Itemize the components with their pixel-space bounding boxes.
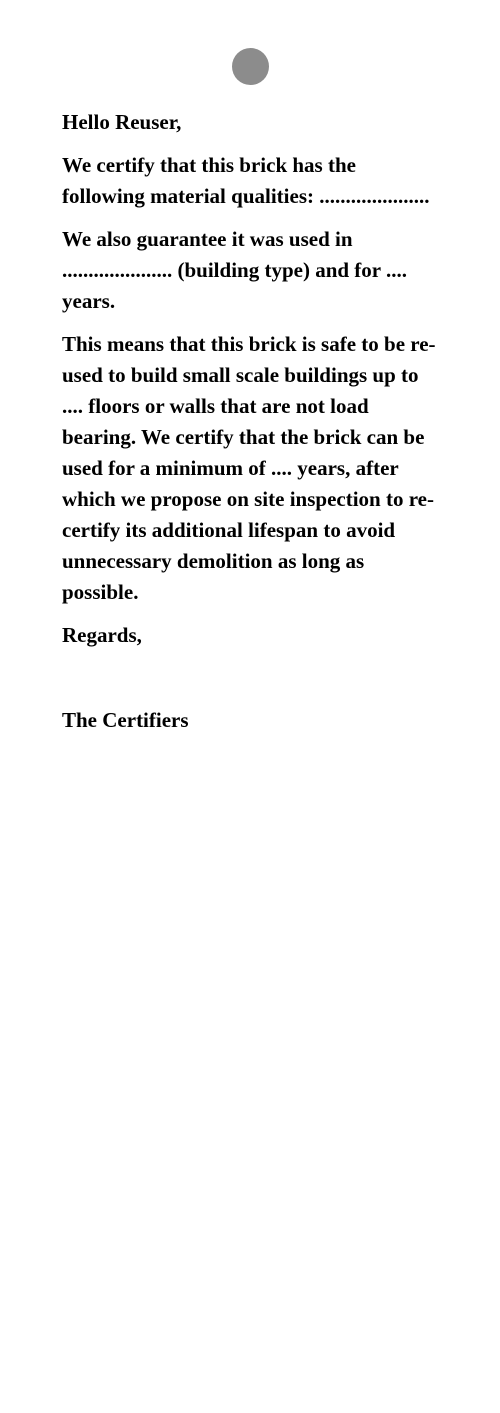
- usage-paragraph: We also guarantee it was used in ..................... (building type) and for .... years.: [62, 227, 407, 313]
- closing: Regards,: [62, 623, 142, 647]
- certificate-letter: [62, 107, 442, 736]
- greeting: Hello Reuser,: [62, 110, 182, 134]
- safety-paragraph: This means that this brick is safe to be re-used to build small scale buildings up to .... floors or walls that are not load bearing. We certify that the brick can be used for a minimum of .... years, after which we propose on site inspection to re-certify its additional lifespan to avoid unnecessary demolition as long as possible.: [62, 332, 436, 604]
- qualities-paragraph: We certify that this brick has the following material qualities: .....................: [62, 153, 430, 208]
- circle-logo-icon: [232, 48, 269, 85]
- signature: The Certifiers: [62, 708, 189, 732]
